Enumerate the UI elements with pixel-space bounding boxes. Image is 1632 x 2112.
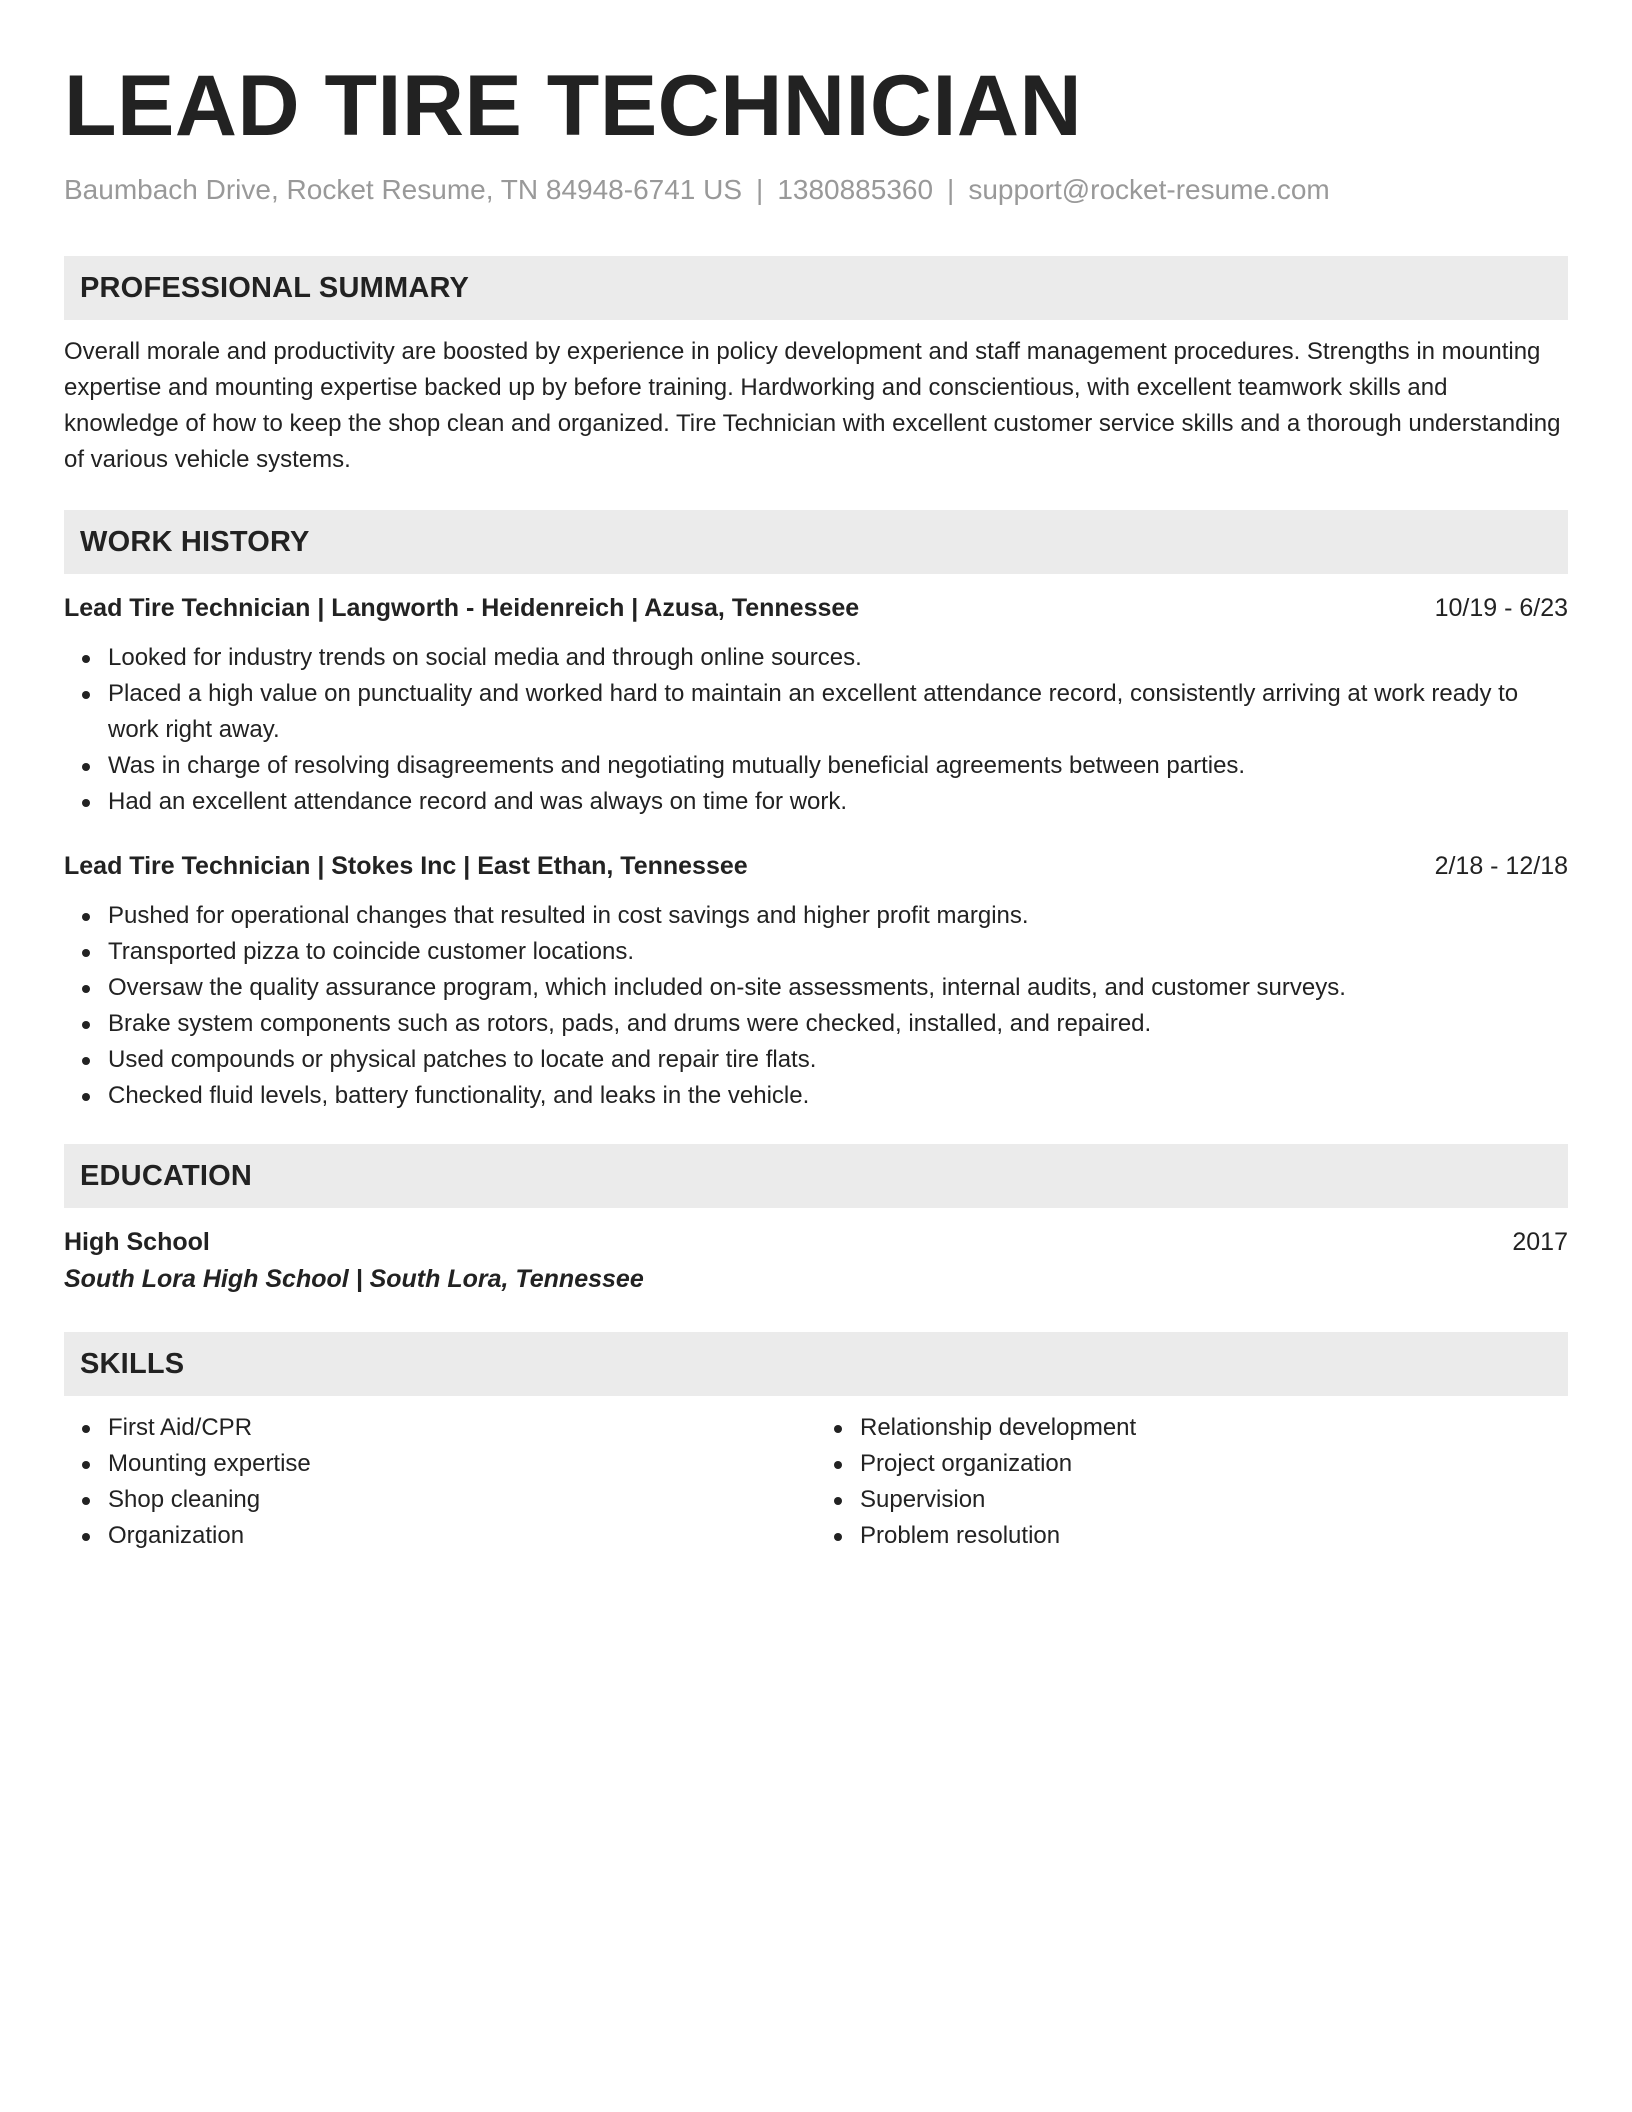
skill-item: Mounting expertise bbox=[108, 1446, 816, 1482]
contact-separator: | bbox=[947, 174, 955, 205]
resume-page bbox=[64, 0, 1568, 1554]
job-entry bbox=[64, 590, 1568, 820]
skills-list bbox=[64, 1410, 816, 1554]
skill-item: Shop cleaning bbox=[108, 1482, 816, 1518]
job-dates: 10/19 - 6/23 bbox=[1434, 594, 1568, 622]
job-header bbox=[64, 848, 1568, 884]
skill-item: Relationship development bbox=[860, 1410, 1568, 1446]
job-header bbox=[64, 590, 1568, 626]
contact-line bbox=[64, 170, 1568, 210]
summary-text: Overall morale and productivity are boosted by experience in policy development and staff management procedures. Strengths in mounting expertise and mounting expertise backed up by before training. Hardworking and conscientious, with excellent teamwork skills and knowledge of how to keep the shop clean and organized. Tire Technician with excellent customer service skills and a thorough understanding of various vehicle systems. bbox=[64, 338, 1561, 473]
skill-item: Organization bbox=[108, 1518, 816, 1554]
job-title: Lead Tire Technician | Langworth - Heidenreich | Azusa, Tennessee bbox=[64, 594, 860, 622]
section-heading-skills: SKILLS bbox=[64, 1332, 1568, 1396]
skill-item: Problem resolution bbox=[860, 1518, 1568, 1554]
job-dates: 2/18 - 12/18 bbox=[1434, 852, 1568, 880]
skills-grid bbox=[64, 1410, 1568, 1554]
job-bullet: Pushed for operational changes that resulted in cost savings and higher profit margins. bbox=[108, 898, 1568, 934]
resume-name: LEAD TIRE TECHNICIAN bbox=[64, 58, 1083, 154]
job-bullet: Transported pizza to coincide customer locations. bbox=[108, 934, 1568, 970]
skills-column-right bbox=[816, 1410, 1568, 1554]
education-year: 2017 bbox=[1512, 1228, 1568, 1256]
job-bullet: Looked for industry trends on social media and through online sources. bbox=[108, 640, 1568, 676]
contact-address: Baumbach Drive, Rocket Resume, TN 84948-6741 US bbox=[64, 174, 743, 205]
job-entry bbox=[64, 848, 1568, 1114]
skills-list bbox=[816, 1410, 1568, 1554]
skill-item: Project organization bbox=[860, 1446, 1568, 1482]
section-heading-work-history: WORK HISTORY bbox=[64, 510, 1568, 574]
contact-phone: 1380885360 bbox=[777, 174, 934, 205]
job-bullet: Placed a high value on punctuality and worked hard to maintain an excellent attendance record, consistently arriving at work ready to work right away. bbox=[108, 676, 1568, 748]
job-bullet-list bbox=[64, 898, 1568, 1114]
skill-item: Supervision bbox=[860, 1482, 1568, 1518]
job-bullet: Was in charge of resolving disagreements and negotiating mutually beneficial agreements between parties. bbox=[108, 748, 1568, 784]
education-entry bbox=[64, 1224, 1568, 1260]
section-heading-summary: PROFESSIONAL SUMMARY bbox=[64, 256, 1568, 320]
skill-item: First Aid/CPR bbox=[108, 1410, 816, 1446]
education-school: South Lora High School | South Lora, Tennessee bbox=[64, 1265, 644, 1293]
job-bullet: Had an excellent attendance record and was always on time for work. bbox=[108, 784, 1568, 820]
job-title: Lead Tire Technician | Stokes Inc | East Ethan, Tennessee bbox=[64, 852, 748, 880]
job-bullet: Brake system components such as rotors, pads, and drums were checked, installed, and repaired. bbox=[108, 1006, 1568, 1042]
contact-email: support@rocket-resume.com bbox=[968, 174, 1330, 205]
contact-separator: | bbox=[756, 174, 764, 205]
job-bullet-list bbox=[64, 640, 1568, 820]
job-bullet: Used compounds or physical patches to locate and repair tire flats. bbox=[108, 1042, 1568, 1078]
skills-column-left bbox=[64, 1410, 816, 1554]
job-bullet: Oversaw the quality assurance program, which included on-site assessments, internal audits, and customer surveys. bbox=[108, 970, 1568, 1006]
section-heading-education: EDUCATION bbox=[64, 1144, 1568, 1208]
job-bullet: Checked fluid levels, battery functionality, and leaks in the vehicle. bbox=[108, 1078, 1568, 1114]
education-degree: High School bbox=[64, 1228, 210, 1256]
